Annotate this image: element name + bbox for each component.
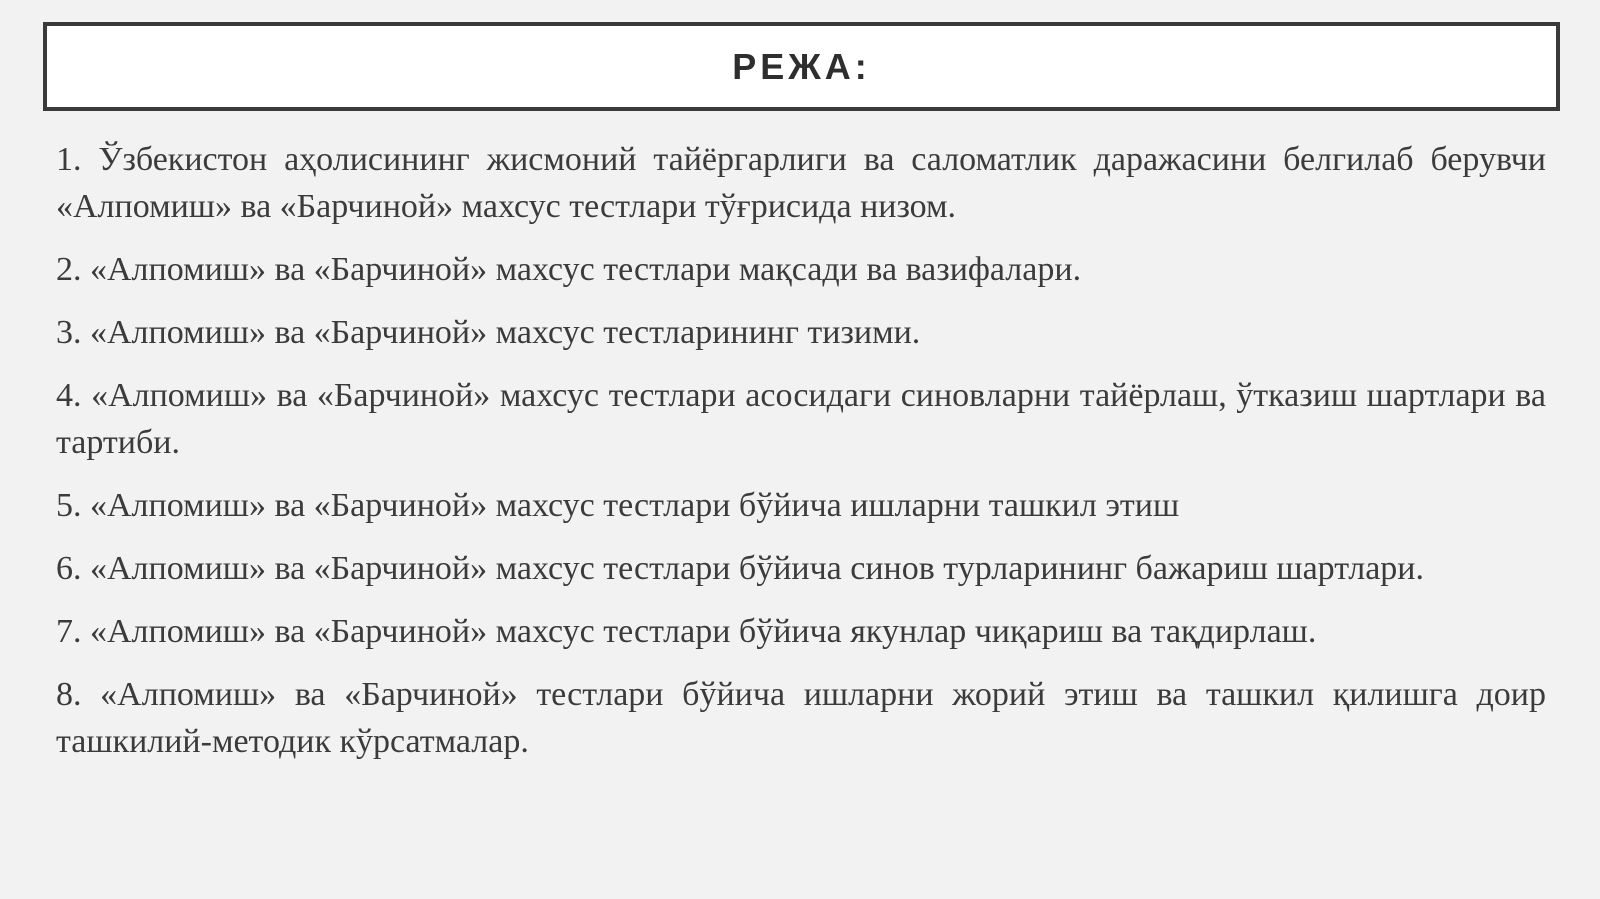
plan-item-1: 1. Ўзбекистон аҳолисининг жисмоний тайёргарлиги ва саломатлик даражасини белгилаб берувчи «Алпомиш» ва «Барчиной» махсус тестлари тўғрисида низом. [56,141,1546,225]
plan-item-8: 8. «Алпомиш» ва «Барчиной» тестлари бўйича ишларни жорий этиш ва ташкил қилишга доир ташкилий-методик кўрсатмалар. [56,676,1546,760]
plan-list [56,136,1546,781]
title-box [43,22,1560,111]
plan-item-6: 6. «Алпомиш» ва «Барчиной» махсус тестлари бўйича синов турларининг бажариш шартлари. [56,550,1424,587]
plan-item-3: 3. «Алпомиш» ва «Барчиной» махсус тестларининг тизими. [56,314,921,351]
plan-item-4: 4. «Алпомиш» ва «Барчиной» махсус тестлари асосидаги синовларни тайёрлаш, ўтказиш шартлари ва тартиби. [56,377,1546,461]
plan-item-7: 7. «Алпомиш» ва «Барчиной» махсус тестлари бўйича якунлар чиқариш ва тақдирлаш. [56,613,1317,650]
plan-item-2: 2. «Алпомиш» ва «Барчиной» махсус тестлари мақсади ва вазифалари. [56,251,1082,288]
slide-title: РЕЖА: [732,45,871,87]
plan-item-5: 5. «Алпомиш» ва «Барчиной» махсус тестлари бўйича ишларни ташкил этиш [56,487,1180,524]
